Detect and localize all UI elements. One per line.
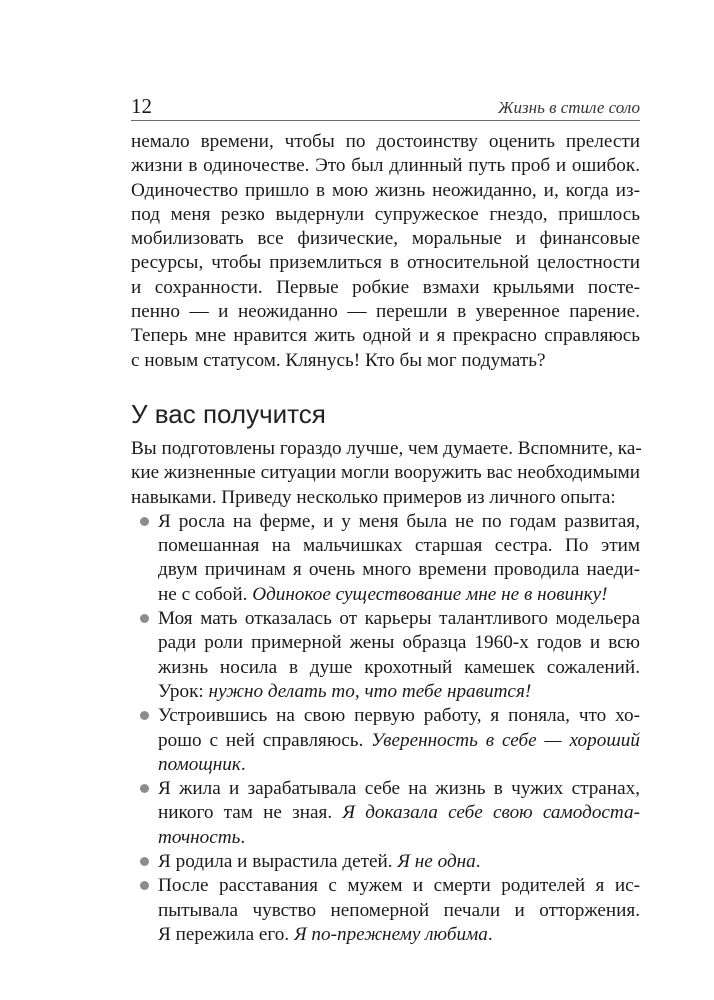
text-line: пенно — и неожиданно — перешли в уверенное парение. [131, 301, 640, 323]
running-title: Жизнь в стиле соло [497, 98, 640, 117]
section-intro-paragraph [131, 437, 640, 510]
italic-lesson: Уверенность в себе — хороший [371, 729, 640, 751]
text-line: под меня резко выдернули супружеское гнездо, пришлось [131, 203, 640, 225]
text-line: немало времени, чтобы по достоинству оценить прелести [131, 131, 640, 152]
page-body [131, 130, 640, 947]
text-line: и сохранности. Первые робкие взмахи крыльями посте- [131, 276, 640, 298]
italic-lesson: Я не одна [397, 851, 476, 873]
text-line: Теперь мне нравится жить одной и я прекрасно справляюсь [131, 325, 640, 347]
italic-lesson: Одинокое существование мне не в новинку! [252, 583, 608, 605]
bullet-icon [140, 711, 149, 720]
text-line: навыками. Приведу несколько примеров из личного опыта: [131, 486, 616, 508]
text-line: жизни в одиночестве. Это был длинный путь проб и ошибок. [131, 155, 640, 177]
intro-paragraph [131, 130, 640, 373]
bullet-icon [140, 614, 149, 623]
list-item: Устроившись на свою первую работу, я поняла, что хо- рошо с ней справляюсь. Уверенность в себе — хороший помощник. [131, 704, 640, 777]
text-line: с новым статусом. Клянусь! Кто бы мог подумать? [131, 349, 546, 371]
page-number: 12 [131, 94, 152, 118]
bullet-icon [140, 857, 149, 866]
italic-lesson: нужно делать то, что тебе нравится! [208, 680, 532, 702]
section-heading: У вас получится [131, 398, 326, 429]
italic-lesson: Я доказала себе свою самодоста- [342, 802, 640, 824]
list-item: Я росла на ферме, и у меня была не по годам развитая, помешанная на мальчишках старшая сестра. По этим двум причинам я очень много времени проводила наеди- не с собой. Одинокое существование мне не в новинку! [131, 510, 640, 607]
bullet-icon [140, 517, 149, 526]
bullet-icon [140, 784, 149, 793]
list-item: Моя мать отказалась от карьеры талантливого модельера ради роли примерной жены образца 1960-х годов и всю жизнь носила в душе крохотный камешек сожалений. Урок: нужно делать то, что тебе нравится! [131, 607, 640, 704]
text-line: мобилизовать все физические, моральные и финансовые [131, 228, 640, 250]
list-item: После расставания с мужем и смерти родителей я ис- пытывала чувство непомерной печали и отторжения. Я пережила его. Я по-прежнему любима. [131, 874, 640, 947]
page-header [131, 94, 640, 121]
bullet-icon [140, 881, 149, 890]
text-line: Вы подготовлены гораздо лучше, чем думаете. Вспомните, ка- [131, 437, 642, 459]
text-line: кие жизненные ситуации могли вооружить вас необходимыми [131, 462, 640, 484]
list-item: Я жила и зарабатывала себе на жизнь в чужих странах, никого там не зная. Я доказала себе свою самодоста- точность. [131, 777, 640, 850]
list-item: Я родила и вырастила детей. Я не одна. [131, 850, 640, 874]
italic-lesson: точность [158, 826, 241, 848]
italic-lesson: помощник [158, 753, 241, 775]
text-line: ресурсы, чтобы приземлиться в относительной целостности [131, 252, 640, 274]
text-line: Одиночество пришло в мою жизнь неожиданно, и, когда из- [131, 179, 640, 201]
italic-lesson: Я по-прежнему любима [294, 923, 488, 945]
